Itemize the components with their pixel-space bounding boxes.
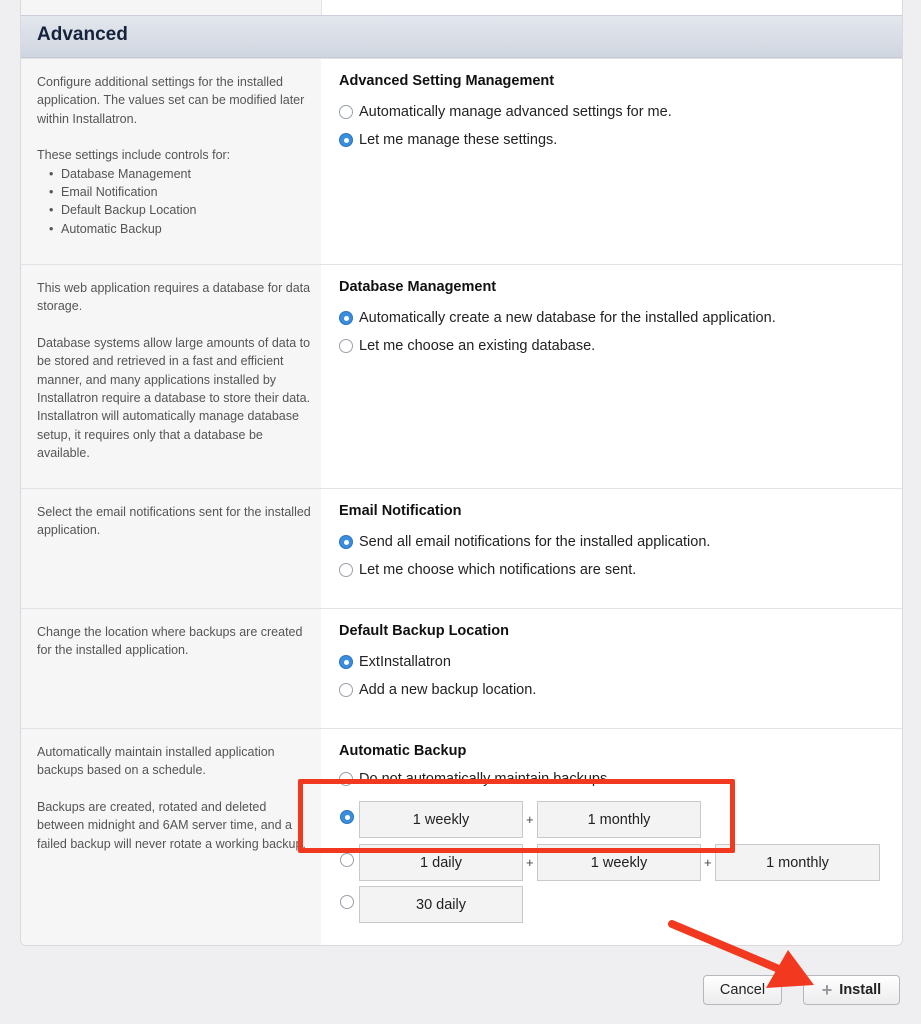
schedule-select-daily[interactable]: 30 daily — [359, 886, 523, 923]
option-label: Add a new backup location. — [359, 682, 537, 698]
setting-title: Automatic Backup — [339, 743, 467, 759]
radio-button[interactable] — [339, 339, 353, 353]
list-item: • Database Management — [49, 165, 311, 183]
row-description — [21, 489, 321, 608]
schedule-radio-daily[interactable] — [340, 895, 354, 909]
plus-sign: + — [526, 812, 534, 827]
setting-title: Advanced Setting Management — [339, 73, 555, 89]
option-backup-location-ext[interactable] — [339, 648, 902, 676]
install-button[interactable] — [803, 975, 900, 1005]
option-add-backup-location[interactable] — [339, 676, 902, 704]
schedule-select-monthly[interactable]: 1 monthly — [537, 801, 701, 838]
description-text: This web application requires a database for data storage. — [37, 281, 311, 314]
radio-button[interactable] — [339, 311, 353, 325]
radio-button[interactable] — [339, 105, 353, 119]
option-auto-manage-advanced[interactable] — [339, 98, 902, 126]
row-default-backup-location — [21, 608, 902, 728]
option-label: Automatically create a new database for the installed application. — [359, 310, 776, 326]
option-label: Let me manage these settings. — [359, 132, 558, 148]
top-strip — [21, 0, 902, 16]
schedule-select-weekly[interactable]: 1 weekly — [359, 801, 523, 838]
setting-title: Database Management — [339, 279, 497, 295]
option-manage-settings-myself[interactable] — [339, 126, 902, 154]
install-label: Install — [839, 982, 882, 998]
row-description — [21, 609, 321, 728]
row-email-notification — [21, 488, 902, 608]
description-text: These settings include controls for: — [37, 148, 231, 163]
row-description — [21, 729, 321, 946]
schedule-select-daily[interactable]: 1 daily — [359, 844, 523, 881]
setting-title: Email Notification — [339, 503, 462, 519]
schedule-select-weekly[interactable]: 1 weekly — [537, 844, 701, 881]
schedule-select-monthly[interactable]: 1 monthly — [715, 844, 880, 881]
cancel-button[interactable]: Cancel — [703, 975, 782, 1005]
radio-button[interactable] — [339, 655, 353, 669]
radio-button[interactable] — [339, 133, 353, 147]
description-text: Backups are created, rotated and deleted between midnight and 6AM server time, and a failed backup will never rotate a working backup. — [37, 799, 306, 851]
option-label: Let me choose an existing database. — [359, 338, 596, 354]
option-choose-notifications[interactable] — [339, 556, 902, 584]
option-no-auto-backup[interactable] — [339, 768, 902, 790]
row-controls — [321, 489, 902, 608]
description-text: Change the location where backups are created for the installed application. — [37, 625, 303, 658]
option-label: Automatically manage advanced settings for me. — [359, 104, 672, 120]
list-item: • Automatic Backup — [49, 220, 311, 238]
row-controls — [321, 265, 902, 488]
setting-title: Default Backup Location — [339, 623, 509, 639]
option-label: Let me choose which notifications are sent. — [359, 562, 637, 578]
option-choose-existing-database[interactable] — [339, 332, 902, 360]
row-description — [21, 265, 321, 488]
row-advanced-setting-management — [21, 58, 902, 264]
schedule-radio-weekly-monthly[interactable] — [340, 810, 354, 824]
section-header — [21, 15, 902, 58]
description-text: Database systems allow large amounts of data to be stored and retrieved in a fast and efficient manner, and many applications installed by Installatron require a database to store their data. Installatron will automatically manage database setup, it requires only that a database be available. — [37, 335, 311, 461]
plus-icon: + — [821, 980, 833, 1000]
row-controls — [321, 59, 902, 264]
list-item: • Default Backup Location — [49, 201, 311, 219]
radio-button[interactable] — [339, 683, 353, 697]
plus-sign: + — [526, 855, 534, 870]
row-description — [21, 59, 321, 264]
description-text: Configure additional settings for the installed application. The values set can be modified later within Installatron. — [37, 75, 305, 126]
section-title: Advanced — [37, 24, 128, 45]
row-database-management — [21, 264, 902, 488]
option-label: Send all email notifications for the installed application. — [359, 534, 711, 550]
list-item: • Email Notification — [49, 183, 311, 201]
plus-sign: + — [704, 855, 712, 870]
radio-button[interactable] — [339, 535, 353, 549]
option-send-all-notifications[interactable] — [339, 528, 902, 556]
radio-button[interactable] — [339, 772, 353, 786]
row-controls — [321, 609, 902, 728]
radio-button[interactable] — [339, 563, 353, 577]
description-text: Automatically maintain installed application backups based on a schedule. — [37, 745, 275, 778]
description-text: Select the email notifications sent for the installed application. — [37, 505, 311, 538]
option-auto-create-database[interactable] — [339, 304, 902, 332]
option-label: Do not automatically maintain backups. — [359, 771, 612, 787]
option-label: ExtInstallatron — [359, 654, 451, 670]
description-list — [37, 165, 311, 239]
schedule-radio-daily-weekly-monthly[interactable] — [340, 853, 354, 867]
